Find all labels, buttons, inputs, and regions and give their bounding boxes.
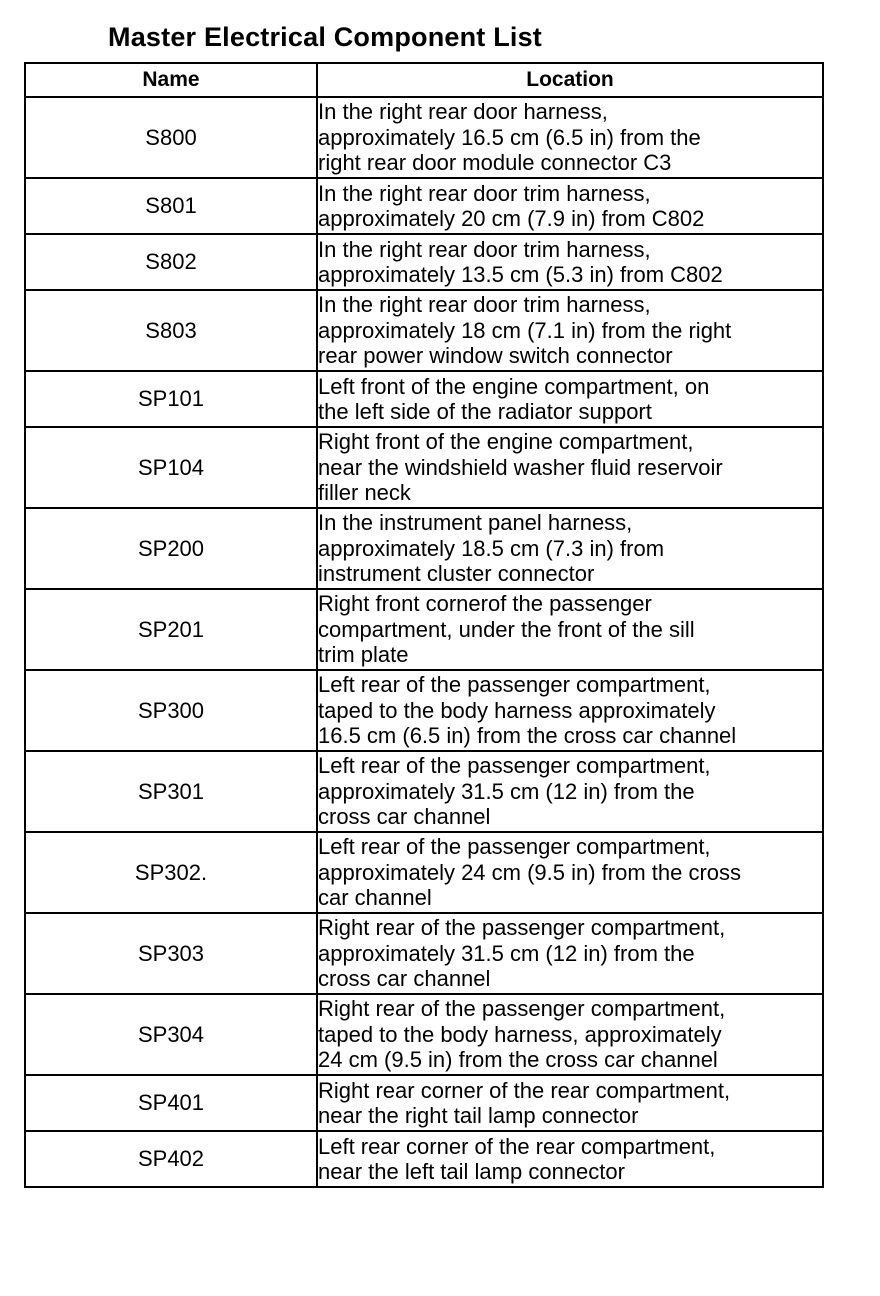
location-line: In the instrument panel harness, [318,510,633,536]
location-line: 16.5 cm (6.5 in) from the cross car channel [318,723,737,749]
location-line: the left side of the radiator support [318,399,652,424]
page-title: Master Electrical Component List [108,22,542,52]
location-line: Right front of the engine compartment, [318,429,694,455]
table-row [25,1075,823,1131]
component-location [317,751,823,832]
component-name: SP304 [25,994,317,1075]
location-line: In the right rear door harness, [318,99,608,125]
location-line: trim plate [318,642,409,668]
table-row [25,1131,823,1187]
component-location [317,508,823,589]
component-name: SP300 [25,670,317,751]
column-header-location: Location [317,63,823,97]
component-location [317,994,823,1075]
component-location [317,427,823,508]
location-line: near the left tail lamp connector [318,1159,625,1184]
table-row [25,913,823,994]
location-line: Left rear of the passenger compartment, [318,834,711,860]
component-name: SP303 [25,913,317,994]
table-row [25,97,823,178]
location-line: cross car channel [318,966,491,992]
component-name: SP401 [25,1075,317,1131]
location-line: approximately 18 cm (7.1 in) from the right [318,317,732,343]
component-location [317,832,823,913]
location-line: filler neck [318,480,411,506]
component-location [317,913,823,994]
location-line: Left rear corner of the rear compartment, [318,1133,716,1159]
location-line: compartment, under the front of the sill [318,616,695,642]
location-line: instrument cluster connector [318,561,595,587]
component-location [317,589,823,670]
column-header-name: Name [25,63,317,97]
location-line: In the right rear door trim harness, [318,292,651,318]
table-header-row [25,63,823,97]
location-line: near the windshield washer fluid reservoir [318,454,723,480]
component-name: S801 [25,178,317,234]
component-location [317,97,823,178]
component-name: SP301 [25,751,317,832]
location-line: Right front cornerof the passenger [318,591,652,617]
table-row [25,508,823,589]
component-name: S802 [25,234,317,290]
component-location [317,1075,823,1131]
table-row [25,234,823,290]
component-location [317,234,823,290]
component-location [317,290,823,371]
table-row [25,994,823,1075]
location-line: In the right rear door trim harness, [318,180,651,206]
location-line: rear power window switch connector [318,343,673,369]
location-line: taped to the body harness, approximately [318,1021,722,1047]
component-name: SP104 [25,427,317,508]
table-row [25,589,823,670]
table-row [25,670,823,751]
location-line: approximately 31.5 cm (12 in) from the [318,778,695,804]
component-name: SP200 [25,508,317,589]
table-row [25,751,823,832]
location-line: Right rear of the passenger compartment, [318,915,726,941]
location-line: approximately 24 cm (9.5 in) from the cross [318,859,742,885]
component-name: S800 [25,97,317,178]
component-name: S803 [25,290,317,371]
location-line: 24 cm (9.5 in) from the cross car channel [318,1047,718,1073]
location-line: approximately 16.5 cm (6.5 in) from the [318,124,701,150]
location-line: Left rear of the passenger compartment, [318,753,711,779]
location-line: approximately 13.5 cm (5.3 in) from C802 [318,262,723,287]
location-line: near the right tail lamp connector [318,1103,639,1128]
location-line: cross car channel [318,804,491,830]
location-line: In the right rear door trim harness, [318,236,651,262]
location-line: Right rear of the passenger compartment, [318,996,726,1022]
location-line: right rear door module connector C3 [318,150,672,176]
component-location [317,178,823,234]
component-name: SP101 [25,371,317,427]
table-row [25,371,823,427]
location-line: Right rear corner of the rear compartment, [318,1077,731,1103]
table-row [25,427,823,508]
location-line: Left front of the engine compartment, on [318,373,710,399]
location-line: taped to the body harness approximately [318,697,716,723]
location-line: approximately 18.5 cm (7.3 in) from [318,535,665,561]
table-row [25,832,823,913]
location-line: Left rear of the passenger compartment, [318,672,711,698]
component-location [317,1131,823,1187]
location-line: approximately 31.5 cm (12 in) from the [318,940,695,966]
table-row [25,290,823,371]
component-name: SP402 [25,1131,317,1187]
component-location [317,670,823,751]
component-name: SP201 [25,589,317,670]
location-line: approximately 20 cm (7.9 in) from C802 [318,206,705,231]
component-table [24,62,824,1188]
table-row [25,178,823,234]
component-name: SP302. [25,832,317,913]
component-location [317,371,823,427]
location-line: car channel [318,885,432,911]
